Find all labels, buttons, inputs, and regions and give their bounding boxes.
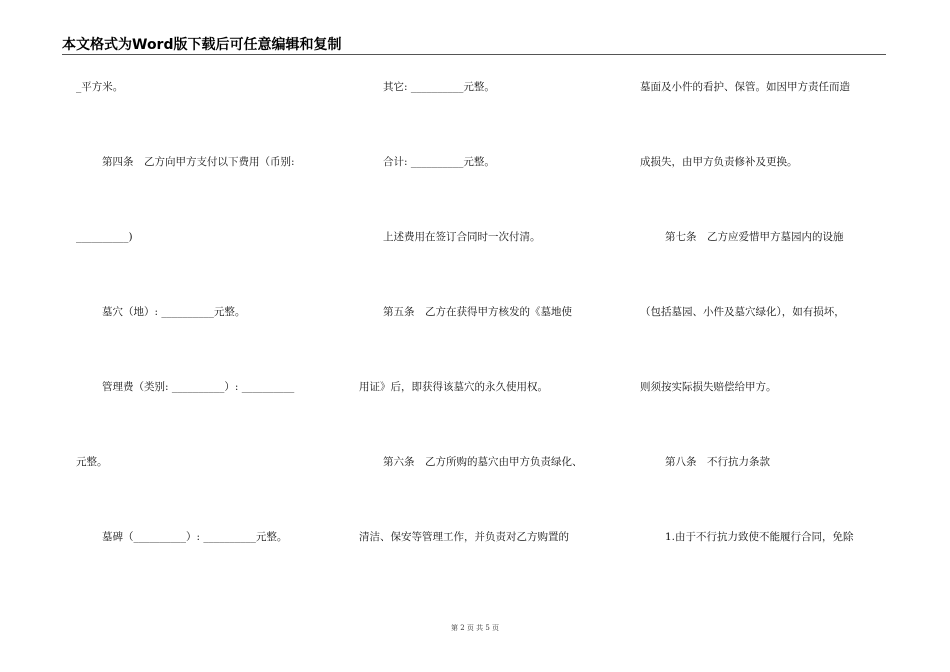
col1-line-7: 墓碑（__________）: __________元整。 bbox=[102, 531, 288, 543]
col2-line-6: 第六条 乙方所购的墓穴由甲方负责绿化、 bbox=[383, 456, 583, 468]
col1-line-1: _平方米。 bbox=[76, 81, 124, 93]
col1-line-2: 第四条 乙方向甲方支付以下费用（币别: bbox=[102, 156, 295, 168]
col2-line-3: 上述费用在签订合同时一次付清。 bbox=[383, 231, 541, 243]
col2-line-2: 合计: __________元整。 bbox=[383, 156, 495, 168]
col1-line-6: 元整。 bbox=[76, 456, 108, 468]
col3-line-2: 成损失，由甲方负责修补及更换。 bbox=[640, 156, 798, 168]
col3-line-5: 则须按实际损失赔偿给甲方。 bbox=[640, 381, 777, 393]
col3-line-4: （包括墓园、小件及墓穴绿化），如有损坏， bbox=[640, 306, 845, 318]
col1-line-4: 墓穴（地）: __________元整。 bbox=[102, 306, 246, 318]
col3-line-1: 墓面及小件的看护、保管。如因甲方责任而造 bbox=[640, 81, 850, 93]
col1-line-3: __________) bbox=[76, 231, 133, 243]
col2-line-5: 用证》后，即获得该墓穴的永久使用权。 bbox=[359, 381, 548, 393]
col3-line-6: 第八条 不行抗力条款 bbox=[665, 456, 770, 468]
col2-line-7: 清洁、保安等管理工作，并负责对乙方购置的 bbox=[359, 531, 569, 543]
document-title: 本文格式为Word版下载后可任意编辑和复制 bbox=[62, 37, 342, 53]
col1-line-5: 管理费（类别: __________）: __________ bbox=[102, 381, 295, 393]
col3-line-3: 第七条 乙方应爱惜甲方墓园内的设施 bbox=[665, 231, 844, 243]
header-divider bbox=[62, 54, 886, 55]
page-number: 第 2 页 共 5 页 bbox=[450, 624, 500, 632]
col2-line-1: 其它: __________元整。 bbox=[383, 81, 495, 93]
col2-line-4: 第五条 乙方在获得甲方核发的《墓地使 bbox=[383, 306, 572, 318]
col3-line-7: 1.由于不行抗力致使不能履行合同，免除 bbox=[665, 531, 854, 543]
